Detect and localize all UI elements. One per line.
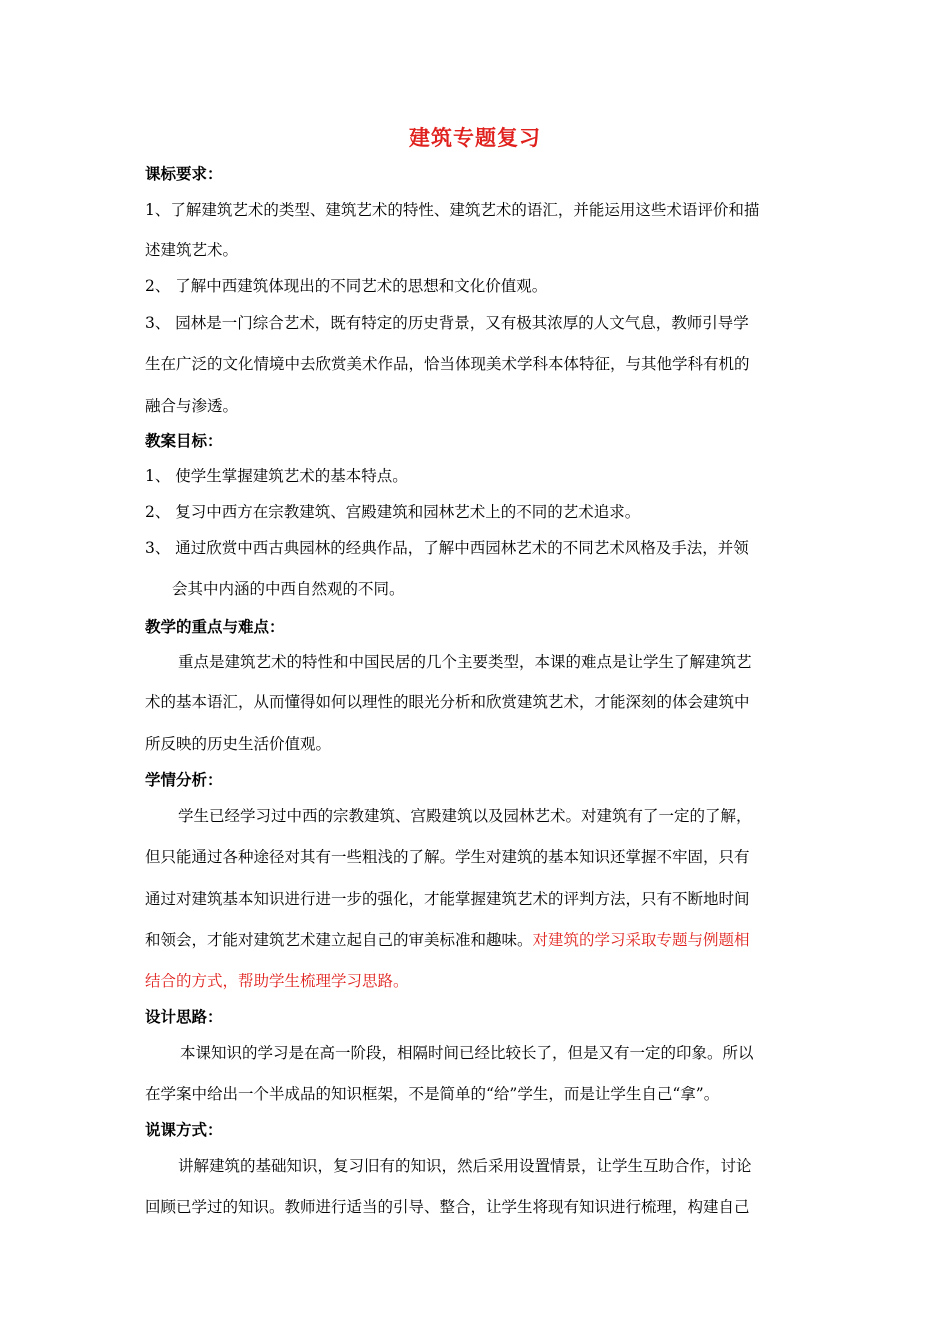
key-points-line-2: 术的基本语汇，从而懂得如何以理性的眼光分析和欣赏建筑艺术，才能深刻的体会建筑中 (145, 693, 750, 711)
heading-objectives: 教案目标： (145, 431, 223, 450)
heading-key-points: 教学的重点与难点： (145, 617, 285, 636)
method-line-1: 讲解建筑的基础知识，复习旧有的知识，然后采用设置情景，让学生互助合作，讨论 (178, 1157, 752, 1175)
objectives-item-3-line-2: 会其中内涵的中西自然观的不同。 (172, 580, 405, 598)
curriculum-item-3-line-1: 3、 园林是一门综合艺术，既有特定的历史背景，又有极其浓厚的人文气息，教师引导学 (145, 314, 749, 332)
curriculum-item-2: 2、 了解中西建筑体现出的不同艺术的思想和文化价值观。 (145, 277, 548, 295)
heading-design: 设计思路： (145, 1007, 223, 1026)
objectives-item-3-line-1: 3、 通过欣赏中西古典园林的经典作品，了解中西园林艺术的不同艺术风格及手法，并领 (145, 539, 749, 557)
curriculum-item-1-line-2: 述建筑艺术。 (145, 241, 239, 259)
curriculum-item-3-line-3: 融合与渗透。 (145, 397, 239, 415)
analysis-highlight-line-5: 结合的方式，帮助学生梳理学习思路。 (145, 972, 409, 990)
document-title: 建筑专题复习 (409, 125, 541, 150)
heading-curriculum: 课标要求： (145, 164, 223, 183)
analysis-line-1: 学生已经学习过中西的宗教建筑、宫殿建筑以及园林艺术。对建筑有了一定的了解， (178, 807, 752, 825)
analysis-highlight-text: 对建筑的学习采取专题与例题相 (532, 931, 750, 949)
curriculum-item-3-line-2: 生在广泛的文化情境中去欣赏美术作品，恰当体现美术学科本体特征，与其他学科有机的 (145, 355, 750, 373)
objectives-item-1: 1、 使学生掌握建筑艺术的基本特点。 (145, 467, 408, 485)
analysis-line-3: 通过对建筑基本知识进行进一步的强化，才能掌握建筑艺术的评判方法，只有不断地时间 (145, 890, 750, 908)
design-line-2: 在学案中给出一个半成品的知识框架，不是简单的“给”学生，而是让学生自己“拿”。 (145, 1085, 720, 1103)
curriculum-item-1-line-1: 1、了解建筑艺术的类型、建筑艺术的特性、建筑艺术的语汇，并能运用这些术语评价和描 (145, 201, 760, 219)
objectives-item-2: 2、 复习中西方在宗教建筑、宫殿建筑和园林艺术上的不同的艺术追求。 (145, 503, 641, 521)
heading-analysis: 学情分析： (145, 770, 223, 789)
design-line-1: 本课知识的学习是在高一阶段，相隔时间已经比较长了，但是又有一定的印象。所以 (180, 1044, 754, 1062)
method-line-2: 回顾已学过的知识。教师进行适当的引导、整合，让学生将现有知识进行梳理，构建自己 (145, 1198, 750, 1216)
key-points-line-1: 重点是建筑艺术的特性和中国民居的几个主要类型，本课的难点是让学生了解建筑艺 (178, 653, 752, 671)
key-points-line-3: 所反映的历史生活价值观。 (145, 735, 332, 753)
analysis-line-4-text: 和领会，才能对建筑艺术建立起自己的审美标准和趣味。 (145, 931, 533, 949)
heading-method: 说课方式： (145, 1120, 223, 1139)
analysis-line-4 (145, 930, 750, 950)
analysis-line-2: 但只能通过各种途径对其有一些粗浅的了解。学生对建筑的基本知识还掌握不牢固，只有 (145, 848, 750, 866)
